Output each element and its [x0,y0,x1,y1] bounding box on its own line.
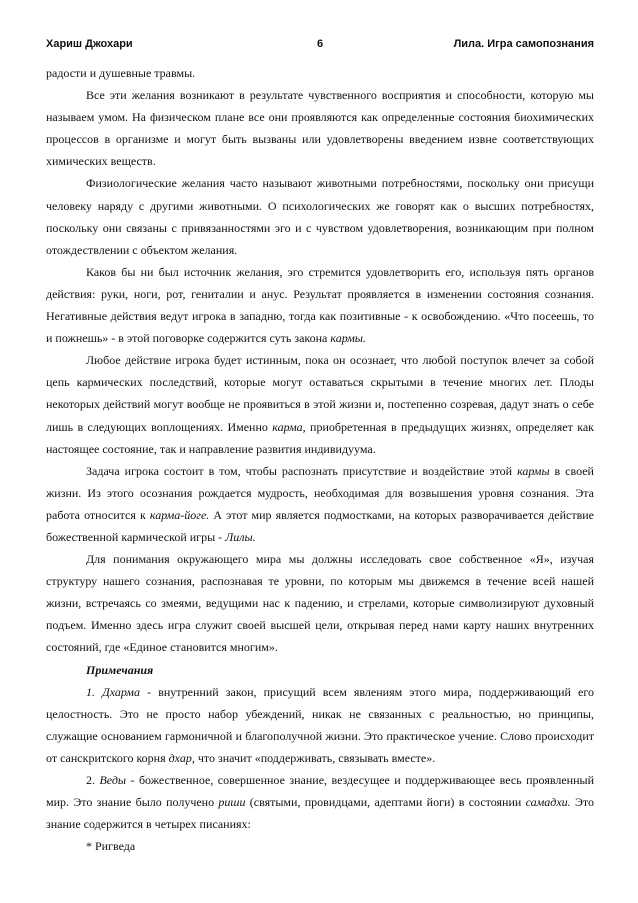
text-run: А этот мир является подмостками, на которых разворачивается действие божественной кармической игры - [46,507,594,544]
note-item [46,681,594,769]
text-run: Все эти желания возникают в результате чувственного восприятия и способности, которую мы называем умом. На физическом плане все они проявляются как определенные состояния биохимических процессов в организме и могут быть вызваны или удовлетворены введением извне соответствующих химических веществ. [46,88,594,169]
text-run: 2. [86,773,100,787]
page-header [46,38,594,56]
notes-heading [46,659,594,681]
header-author: Хариш Джохари [46,38,133,50]
paragraph [46,548,594,658]
paragraph [46,172,594,260]
text-run: Каков бы ни был источник желания, эго стремится удовлетворить его, используя пять органов действия: руки, ноги, рот, гениталии и анус. Результат проявляется в изменении состояния сознания. Негативные действия ведут игрока в западню, тогда как позитивные - к освобождению. «Что посеешь, то и пожнешь» - в этой поговорке содержится суть закона [46,264,594,346]
paragraph [46,349,594,459]
italic-term: карма-йоге. [149,507,210,522]
paragraph [46,62,594,84]
text-run: Задача игрока состоит в том, чтобы распознать присутствие и воздействие этой [86,463,518,478]
text-run: * Ригведа [86,839,136,854]
text-run: Физиологические желания часто называют животными потребностями, поскольку они присущи человеку наряду с другими животными. О психологических же говорят как о высших потребностях, поскольку они связаны с привязанностями эго и с чувством удовлетворения, возникающим при полном отождествлении с объектом желания. [46,176,594,257]
text-run: приобретенная в предыдущих жизнях, определяет как настоящее состояние, так и направление развития индивидуума. [46,419,595,456]
notes-title: Примечания [86,662,154,677]
text-run: в своей жизни. Из этого осознания рождается мудрость, необходимая для возвышения уровня сознания. Эта работа относится к [46,463,594,522]
header-page-number: 6 [316,38,324,50]
text-run: что значит «поддерживать, связывать вместе». [194,750,436,765]
italic-term: дхар, [168,750,195,765]
italic-term: карма, [272,419,306,434]
paragraph [46,460,594,548]
text-run: - божественное, совершенное знание, вездесущее и поддерживающее весь проявленный мир. Это знание было получено [46,773,595,810]
text-run: (святыми, провидцами, адептами йоги) в состоянии [245,795,526,810]
text-run: Это знание содержится в четырех писаниях: [46,795,595,832]
italic-term: самадхи. [525,795,571,810]
italic-term: Лилы. [225,529,256,544]
italic-term: Веды [99,773,127,787]
italic-term: кармы. [330,331,366,346]
page-body [46,62,594,857]
list-item [46,835,594,857]
text-run: - внутренний закон, присущий всем явлениям этого мира, поддерживающий его целостность. Это не просто набор убеждений, никак не связанных с реальностью, но принципы, служащие основанием гармоничной и благополучной жизни. Это практическое учение. Слово происходит от санскритского корня [46,684,594,765]
note-item [46,769,594,835]
paragraph [46,261,594,349]
text-run: Для понимания окружающего мира мы должны исследовать свое собственное «Я», изучая структуру нашего сознания, распознавая те уровни, по которым мы движемся в течение всей нашей жизни, встречаясь со змеями, ведущими нас к падению, и стрелами, которые символизируют духовный подъем. Именно здесь игра служит своей высшей цели, открывая перед нами карту наших внутренних состояний, где «Единое становится многим». [46,552,594,655]
italic-term: 1. Дхарма [86,684,140,699]
italic-term: кармы [517,463,550,478]
text-run: радости и душевные травмы. [46,66,196,80]
italic-term: риши [218,795,246,810]
text-run: Любое действие игрока будет истинным, пока он осознает, что любой поступок влечет за собой цепь кармических последствий, которые могут оставаться скрытыми в течение многих лет. Плоды некоторых действий могут вообще не проявиться в этой жизни и, постепенно созревая, дадут знать о себе лишь в следующих воплощениях. Именно [46,353,594,434]
header-book-title: Лила. Игра самопознания [453,38,594,50]
paragraph [46,84,594,172]
